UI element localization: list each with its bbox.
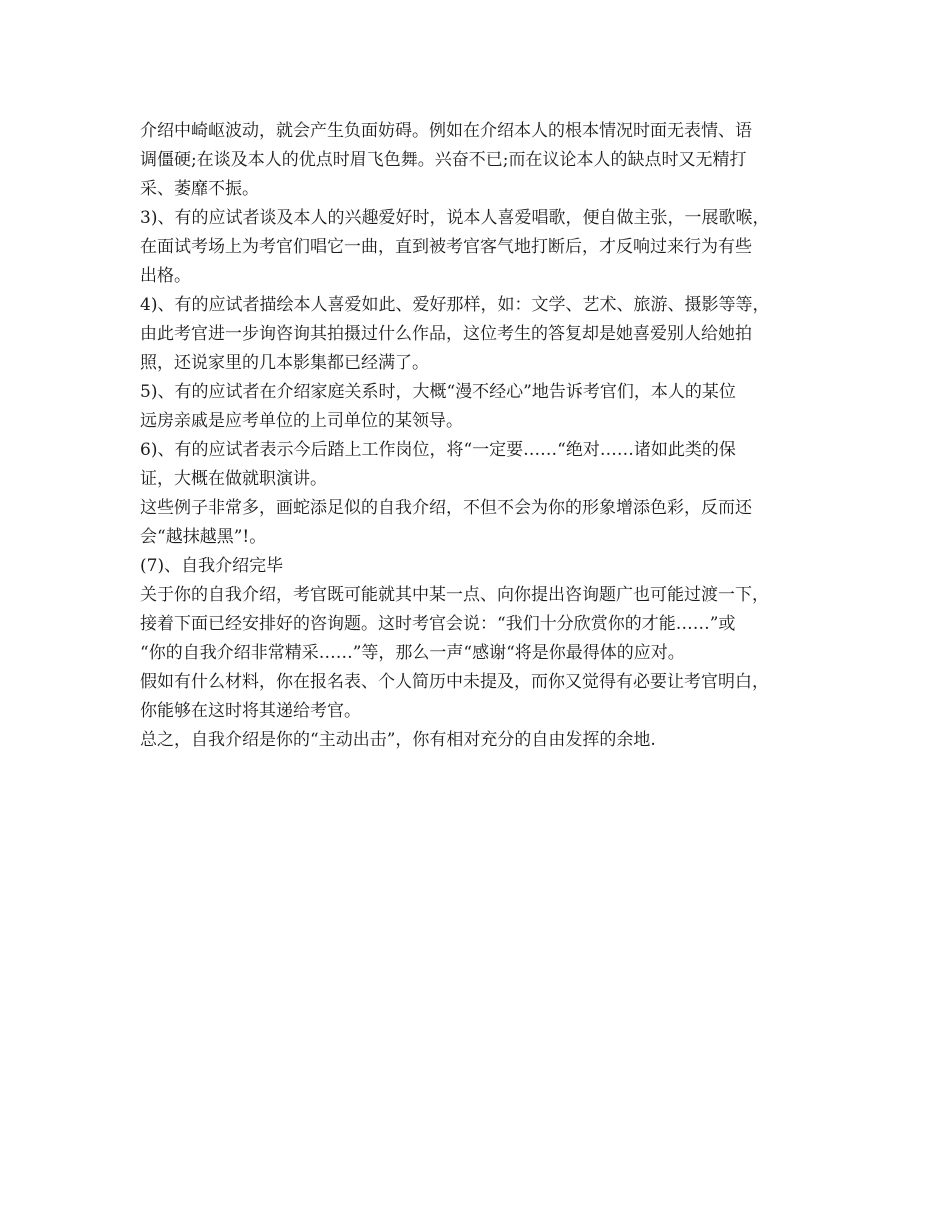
text-line: 6)、有的应试者表示今后踏上工作岗位，将“一定要……“绝对……诸如此类的保 [140, 440, 736, 460]
text-line: 5)、有的应试者在介绍家庭关系时，大概“漫不经心”地告诉考官们，本人的某位 [140, 382, 736, 402]
text-line: 会“越抹越黑”!。 [140, 527, 267, 547]
paragraph-example-5 [140, 378, 830, 436]
text-line: 这些例子非常多，画蛇添足似的自我介绍，不但不会为你的形象增添色彩，反而还 [140, 498, 752, 518]
text-line: 关于你的自我介绍，考官既可能就其中某一点、向你提出咨询题广也可能过渡一下， [140, 585, 769, 605]
paragraph-example-6 [140, 436, 830, 494]
paragraph-materials [140, 668, 830, 726]
section-heading: (7)、自我介绍完毕 [140, 556, 284, 576]
text-line: 采、萎靡不振。 [140, 179, 259, 199]
text-line: 在面试考场上为考官们唱它一曲，直到被考官客气地打断后，才反响过来行为有些 [140, 237, 752, 257]
text-line: 远房亲戚是应考单位的上司单位的某领导。 [140, 411, 463, 431]
section-heading-7 [140, 552, 830, 581]
text-line: 4)、有的应试者描绘本人喜爱如此、爱好那样，如：文学、艺术、旅游、摄影等等， [140, 295, 770, 315]
paragraph-example-3 [140, 204, 830, 291]
text-line: 介绍中崎岖波动，就会产生负面妨碍。例如在介绍本人的根本情况时面无表情、语 [140, 121, 752, 141]
text-line: 出格。 [140, 266, 191, 286]
text-line: 由此考官进一步询咨询其拍摄过什么作品，这位考生的答复却是她喜爱别人给她拍 [140, 324, 752, 344]
text-line: 假如有什么材料，你在报名表、个人简历中未提及，而你又觉得有必要让考官明白， [140, 672, 769, 692]
text-line: 总之，自我介绍是你的“主动出击”，你有相对充分的自由发挥的余地. [140, 730, 656, 750]
text-line: 证，大概在做就职演讲。 [140, 469, 327, 489]
text-line: 接着下面已经安排好的咨询题。这时考官会说：“我们十分欣赏你的才能……”或 [140, 614, 736, 634]
document-body [140, 117, 830, 755]
paragraph-conclusion [140, 726, 830, 755]
text-line: “你的自我介绍非常精采……”等，那么一声“感谢“将是你最得体的应对。 [140, 643, 685, 663]
paragraph-summary-examples [140, 494, 830, 552]
text-line: 3)、有的应试者谈及本人的兴趣爱好时，说本人喜爱唱歌，便自做主张，一展歌喉， [140, 208, 770, 228]
text-line: 调僵硬;在谈及本人的优点时眉飞色舞。兴奋不已;而在议论本人的缺点时又无精打 [140, 150, 747, 170]
text-line: 你能够在这时将其递给考官。 [140, 701, 361, 721]
paragraph-intro-tone [140, 117, 830, 204]
paragraph-interviewer-response [140, 581, 830, 668]
paragraph-example-4 [140, 291, 830, 378]
text-line: 照，还说家里的几本影集都已经满了。 [140, 353, 429, 373]
